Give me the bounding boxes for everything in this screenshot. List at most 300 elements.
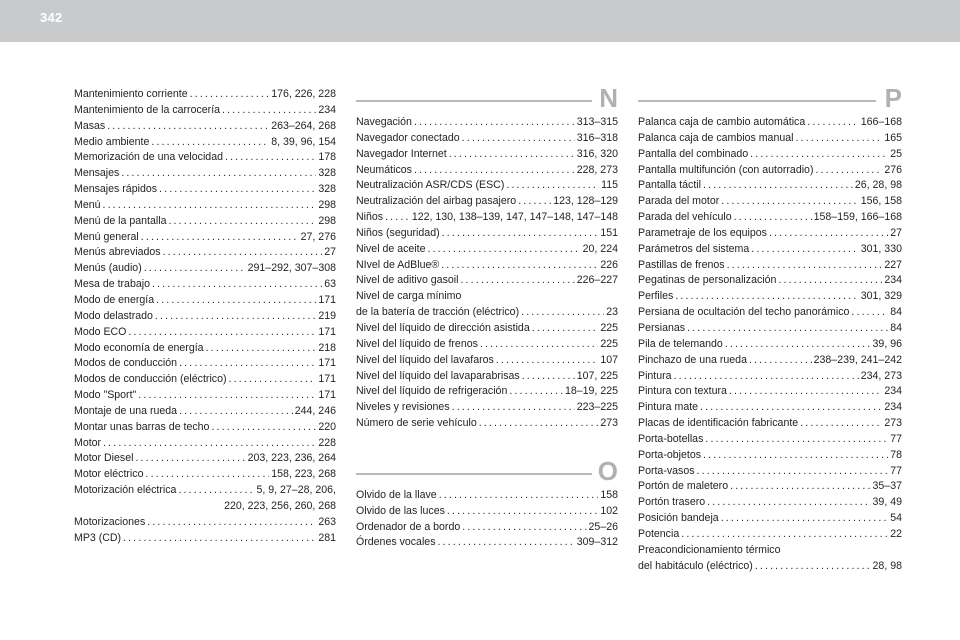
index-entry [74, 356, 336, 372]
index-entry [638, 448, 902, 464]
index-pages: 301, 330 [860, 242, 902, 255]
dot-leader [163, 245, 323, 261]
index-entry [74, 135, 336, 151]
index-term: Palanca caja de cambio automática [638, 116, 806, 128]
index-term: Montaje de una rueda [74, 404, 178, 417]
index-entry [638, 273, 902, 289]
index-entry [74, 404, 336, 420]
index-row [74, 182, 336, 198]
index-term: Mensajes [74, 167, 120, 180]
index-entry [74, 182, 336, 198]
index-entry [638, 432, 902, 448]
dot-leader [681, 527, 888, 543]
index-term: Menús (audio) [74, 262, 142, 275]
index-term: Pintura con textura [638, 385, 727, 398]
index-row [638, 479, 902, 495]
index-entry [638, 147, 902, 163]
dot-leader [703, 448, 888, 464]
dot-leader [795, 131, 882, 147]
index-entry [356, 384, 618, 400]
dot-leader [147, 515, 316, 531]
index-row [638, 464, 902, 480]
index-term: Porta-botellas [638, 432, 704, 445]
index-pages: 281 [318, 531, 336, 544]
dot-leader [138, 388, 316, 404]
index-term: Nivel del líquido del lavafaros [356, 353, 494, 366]
index-term: Portón trasero [638, 496, 706, 509]
index-pages: 78 [890, 448, 902, 461]
index-pages: 238–239, 241–242 [813, 353, 902, 366]
dot-leader [727, 258, 883, 274]
index-pages: 25 [890, 147, 902, 160]
index-row [74, 261, 336, 277]
dot-leader [675, 289, 858, 305]
index-entry [74, 388, 336, 404]
index-pages-continued: 220, 223, 256, 260, 268 [224, 499, 336, 512]
index-row [74, 150, 336, 166]
index-pages: 171 [318, 357, 336, 370]
index-entry [74, 436, 336, 452]
index-entry [638, 527, 902, 543]
index-pages: 219 [318, 309, 336, 322]
index-term: de la batería de tracción (eléctrico) [356, 306, 520, 319]
index-entry [74, 277, 336, 293]
index-pages: 273 [884, 417, 902, 430]
index-entry [638, 321, 902, 337]
index-entry [638, 289, 902, 305]
index-pages: 226 [600, 258, 618, 271]
index-pages: 63 [324, 278, 336, 291]
index-row [638, 242, 902, 258]
index-row [638, 400, 902, 416]
index-row [74, 483, 336, 499]
index-term: Porta-vasos [638, 464, 695, 477]
index-term: Número de serie vehículo [356, 417, 477, 430]
index-row [356, 416, 618, 432]
index-term: Menú de la pantalla [74, 214, 167, 227]
index-entry [356, 210, 618, 226]
index-entry [356, 194, 618, 210]
index-pages: 225 [600, 321, 618, 334]
index-row [356, 535, 618, 551]
index-entry [74, 293, 336, 309]
dot-leader [428, 242, 581, 258]
index-pages: 27 [890, 226, 902, 239]
index-pages: 298 [318, 214, 336, 227]
index-entry [74, 198, 336, 214]
index-pages: 39, 96 [872, 337, 902, 350]
index-row [356, 210, 618, 226]
index-pages: 223–225 [576, 401, 618, 414]
index-term: Órdenes vocales [356, 536, 436, 549]
index-row [74, 198, 336, 214]
index-entry [638, 543, 902, 575]
index-row [74, 372, 336, 388]
index-row [356, 163, 618, 179]
index-entry [356, 163, 618, 179]
index-pages: 8, 39, 96, 154 [271, 135, 336, 148]
index-entry [638, 163, 902, 179]
index-pages: 228, 273 [576, 163, 618, 176]
index-pages: 165 [884, 131, 902, 144]
index-term: Nivel del líquido de frenos [356, 337, 478, 350]
index-pages: 166–168 [860, 116, 902, 128]
index-row [356, 194, 618, 210]
index-pages: 84 [890, 306, 902, 319]
index-pages: 244, 246 [294, 404, 336, 417]
index-row [356, 242, 618, 258]
index-row [74, 87, 336, 103]
index-term: Masas [74, 119, 106, 132]
index-term: Parada del vehículo [638, 211, 732, 224]
section-rule [356, 473, 592, 475]
dot-leader [721, 511, 889, 527]
index-term: Nivel de aditivo gasoil [356, 274, 459, 287]
index-term: Pantalla multifunción (con autorradio) [638, 163, 814, 176]
dot-leader [521, 305, 604, 321]
index-pages: 20, 224 [582, 242, 618, 255]
dot-leader [462, 131, 575, 147]
section-n-entries [356, 115, 618, 432]
dot-leader [441, 258, 598, 274]
section-rule [356, 100, 592, 102]
index-entry [74, 420, 336, 436]
index-pages: 234 [318, 103, 336, 116]
dot-leader [769, 226, 888, 242]
index-entry [356, 369, 618, 385]
index-pages: 158–159, 166–168 [813, 211, 902, 224]
index-term: Pastillas de frenos [638, 258, 725, 271]
index-term: Ordenador de a bordo [356, 520, 461, 533]
index-pages: 234 [884, 274, 902, 287]
index-row [638, 194, 902, 210]
index-pages: 316–318 [576, 131, 618, 144]
index-row [74, 119, 336, 135]
index-pages: 115 [601, 179, 618, 192]
dot-leader [179, 356, 316, 372]
index-term: Pegatinas de personalización [638, 274, 777, 287]
dot-leader [414, 163, 575, 179]
index-term: MP3 (CD) [74, 531, 122, 544]
dot-leader [522, 369, 575, 385]
dot-leader [687, 321, 888, 337]
index-entry [638, 337, 902, 353]
index-term: Mesa de trabajo [74, 278, 150, 291]
dot-leader [168, 214, 316, 230]
index-row [74, 103, 336, 119]
index-entry [74, 150, 336, 166]
index-pages: 178 [318, 151, 336, 164]
index-entry [638, 400, 902, 416]
index-column-p [638, 83, 902, 574]
index-entry [356, 258, 618, 274]
index-pages: 234 [884, 401, 902, 414]
dot-leader [438, 535, 575, 551]
index-entry [356, 416, 618, 432]
index-row [638, 289, 902, 305]
dot-leader [103, 436, 316, 452]
index-row [74, 515, 336, 531]
index-entry [74, 341, 336, 357]
index-row [638, 432, 902, 448]
index-pages: 309–312 [576, 536, 618, 549]
index-entry [638, 511, 902, 527]
index-term: Motor [74, 436, 102, 449]
index-row [638, 527, 902, 543]
index-row [638, 353, 902, 369]
index-term-line: Preacondicionamiento térmico [638, 543, 781, 556]
dot-leader [532, 321, 599, 337]
index-pages: 22 [890, 527, 902, 540]
index-row [74, 388, 336, 404]
index-pages: 263–264, 268 [271, 119, 336, 132]
index-term: Modo delastrado [74, 309, 153, 322]
index-pages: 102 [600, 504, 618, 517]
index-entry [74, 451, 336, 467]
index-entry [638, 131, 902, 147]
index-row [356, 273, 618, 289]
index-term: Navegador Internet [356, 147, 447, 160]
index-pages: 176, 226, 228 [271, 88, 336, 100]
index-row [74, 436, 336, 452]
index-row [74, 277, 336, 293]
index-pages: 273 [600, 417, 618, 430]
dot-leader [518, 194, 551, 210]
index-row [74, 230, 336, 246]
index-entry [74, 87, 336, 103]
index-pages: 171 [318, 373, 336, 386]
index-pages: 39, 49 [872, 496, 902, 509]
index-row [74, 245, 336, 261]
dot-leader [178, 483, 254, 499]
index-pages: 151 [600, 226, 618, 239]
index-entry [74, 325, 336, 341]
index-term: Perfiles [638, 290, 674, 303]
dot-leader [155, 309, 316, 325]
index-entry [638, 416, 902, 432]
dot-leader [159, 182, 316, 198]
index-row [74, 214, 336, 230]
index-pages: 225 [600, 337, 618, 350]
index-row [356, 147, 618, 163]
index-term: Pantalla del combinado [638, 147, 749, 160]
dot-leader [121, 166, 316, 182]
dot-leader [800, 416, 882, 432]
dot-leader [703, 178, 853, 194]
index-term: Navegador conectado [356, 131, 460, 144]
index-row [638, 115, 902, 131]
index-row [638, 495, 902, 511]
index-pages: 203, 223, 236, 264 [247, 452, 336, 465]
index-row [74, 293, 336, 309]
index-entry [74, 245, 336, 261]
index-pages: 171 [318, 325, 336, 338]
section-p-entries [638, 115, 902, 574]
dot-leader [480, 337, 598, 353]
index-row [638, 448, 902, 464]
index-pages: 123, 128–129 [553, 195, 618, 208]
index-row [638, 559, 902, 575]
index-entry [638, 194, 902, 210]
dot-leader [449, 147, 575, 163]
index-entry [74, 531, 336, 547]
page-number: 342 [40, 10, 63, 25]
dot-leader [103, 198, 317, 214]
index-row [356, 369, 618, 385]
index-term: Motorización eléctrica [74, 484, 177, 497]
index-entry [356, 321, 618, 337]
dot-leader [462, 520, 586, 536]
index-entry [356, 337, 618, 353]
index-pages: 227 [884, 258, 902, 271]
index-row [356, 115, 618, 131]
index-pages: 77 [890, 464, 902, 477]
index-pages: 234, 273 [860, 369, 902, 382]
dot-leader [222, 103, 316, 119]
index-entry [356, 400, 618, 416]
index-pages: 301, 329 [860, 290, 902, 303]
dot-leader [496, 353, 599, 369]
index-row [356, 321, 618, 337]
index-term: Parada del motor [638, 195, 720, 208]
index-pages: 77 [890, 432, 902, 445]
index-term: Persiana de ocultación del techo panorámico [638, 306, 850, 319]
dot-leader [506, 178, 599, 194]
index-pages: 316, 320 [576, 147, 618, 160]
index-entry [638, 305, 902, 321]
index-entry [638, 226, 902, 242]
section-header-n [356, 83, 618, 113]
dot-leader [734, 210, 812, 226]
dot-leader [730, 479, 870, 495]
index-term: Modos de conducción (eléctrico) [74, 373, 227, 386]
index-term: Pinchazo de una rueda [638, 353, 747, 366]
index-row [638, 321, 902, 337]
dot-leader [151, 135, 269, 151]
index-entry [74, 214, 336, 230]
index-term: Niños [356, 211, 384, 224]
dot-leader [707, 495, 870, 511]
index-pages: 226–227 [576, 274, 618, 287]
dot-leader [674, 369, 859, 385]
dot-leader [700, 400, 882, 416]
dot-leader [749, 353, 812, 369]
index-entry [638, 479, 902, 495]
index-term: Neumáticos [356, 163, 412, 176]
index-row [74, 135, 336, 151]
index-pages: 234 [884, 385, 902, 398]
index-entry [638, 464, 902, 480]
dot-leader [190, 87, 270, 103]
index-term: Nivel del líquido de refrigeración [356, 385, 508, 398]
dot-leader [729, 384, 882, 400]
index-row [638, 163, 902, 179]
dot-leader [778, 273, 882, 289]
index-entry [356, 535, 618, 551]
dot-leader [851, 305, 888, 321]
index-row [74, 166, 336, 182]
index-entry [356, 226, 618, 242]
index-entry [74, 483, 336, 515]
dot-leader [225, 150, 316, 166]
index-row [638, 258, 902, 274]
index-pages: 218 [318, 341, 336, 354]
index-column-n-o [356, 83, 618, 551]
dot-leader [721, 194, 858, 210]
index-term: NIvel de AdBlue® [356, 258, 440, 271]
index-term: Pintura mate [638, 401, 699, 414]
index-term: Nivel de aceite [356, 242, 426, 255]
index-term: Niños (seguridad) [356, 226, 440, 239]
dot-leader [152, 277, 322, 293]
index-entry [356, 242, 618, 258]
index-row [356, 226, 618, 242]
index-pages: 35–37 [872, 480, 902, 493]
index-entry [74, 103, 336, 119]
index-entry [638, 115, 902, 131]
index-term: Medio ambiente [74, 135, 150, 148]
index-entry [356, 488, 618, 504]
index-entry [638, 210, 902, 226]
index-term: Mantenimiento corriente [74, 88, 188, 100]
index-pages: 298 [318, 198, 336, 211]
index-pages: 23 [606, 306, 618, 319]
dot-leader [725, 337, 871, 353]
dot-leader [705, 432, 888, 448]
index-term: Parámetros del sistema [638, 242, 750, 255]
index-row [356, 353, 618, 369]
index-term: Menú [74, 198, 101, 211]
index-pages: 122, 130, 138–139, 147, 147–148, 147–148 [411, 211, 618, 224]
dot-leader [229, 372, 317, 388]
dot-leader [141, 230, 299, 246]
index-pages: 171 [318, 389, 336, 402]
index-row [356, 520, 618, 536]
dot-leader [107, 119, 269, 135]
index-entry [74, 467, 336, 483]
index-row [356, 305, 618, 321]
index-term: Potencia [638, 527, 680, 540]
index-row [638, 305, 902, 321]
index-term: Nivel del líquido de dirección asistida [356, 321, 530, 334]
index-pages: 18–19, 225 [564, 385, 618, 398]
index-entry [356, 131, 618, 147]
dot-leader [439, 488, 599, 504]
index-pages: 291–292, 307–308 [247, 262, 336, 275]
dot-leader [697, 464, 889, 480]
index-term: Olvido de las luces [356, 504, 445, 517]
index-term: Motor Diesel [74, 452, 134, 465]
index-entry [74, 119, 336, 135]
index-row [638, 178, 902, 194]
index-pages: 107 [600, 353, 618, 366]
dot-leader [156, 293, 316, 309]
section-o-entries [356, 488, 618, 551]
index-term: Persianas [638, 321, 686, 334]
index-term: Modos de conducción [74, 357, 178, 370]
index-entry [356, 115, 618, 131]
index-term-line: Nivel de carga mínimo [356, 290, 462, 303]
dot-leader [750, 147, 888, 163]
index-row [74, 309, 336, 325]
index-pages: 328 [318, 183, 336, 196]
index-term: Modo economía de energía [74, 341, 204, 354]
dot-leader [123, 531, 316, 547]
index-pages: 158, 223, 268 [271, 468, 336, 481]
index-term: Palanca caja de cambios manual [638, 131, 794, 144]
index-entry [638, 178, 902, 194]
dot-leader [509, 384, 563, 400]
